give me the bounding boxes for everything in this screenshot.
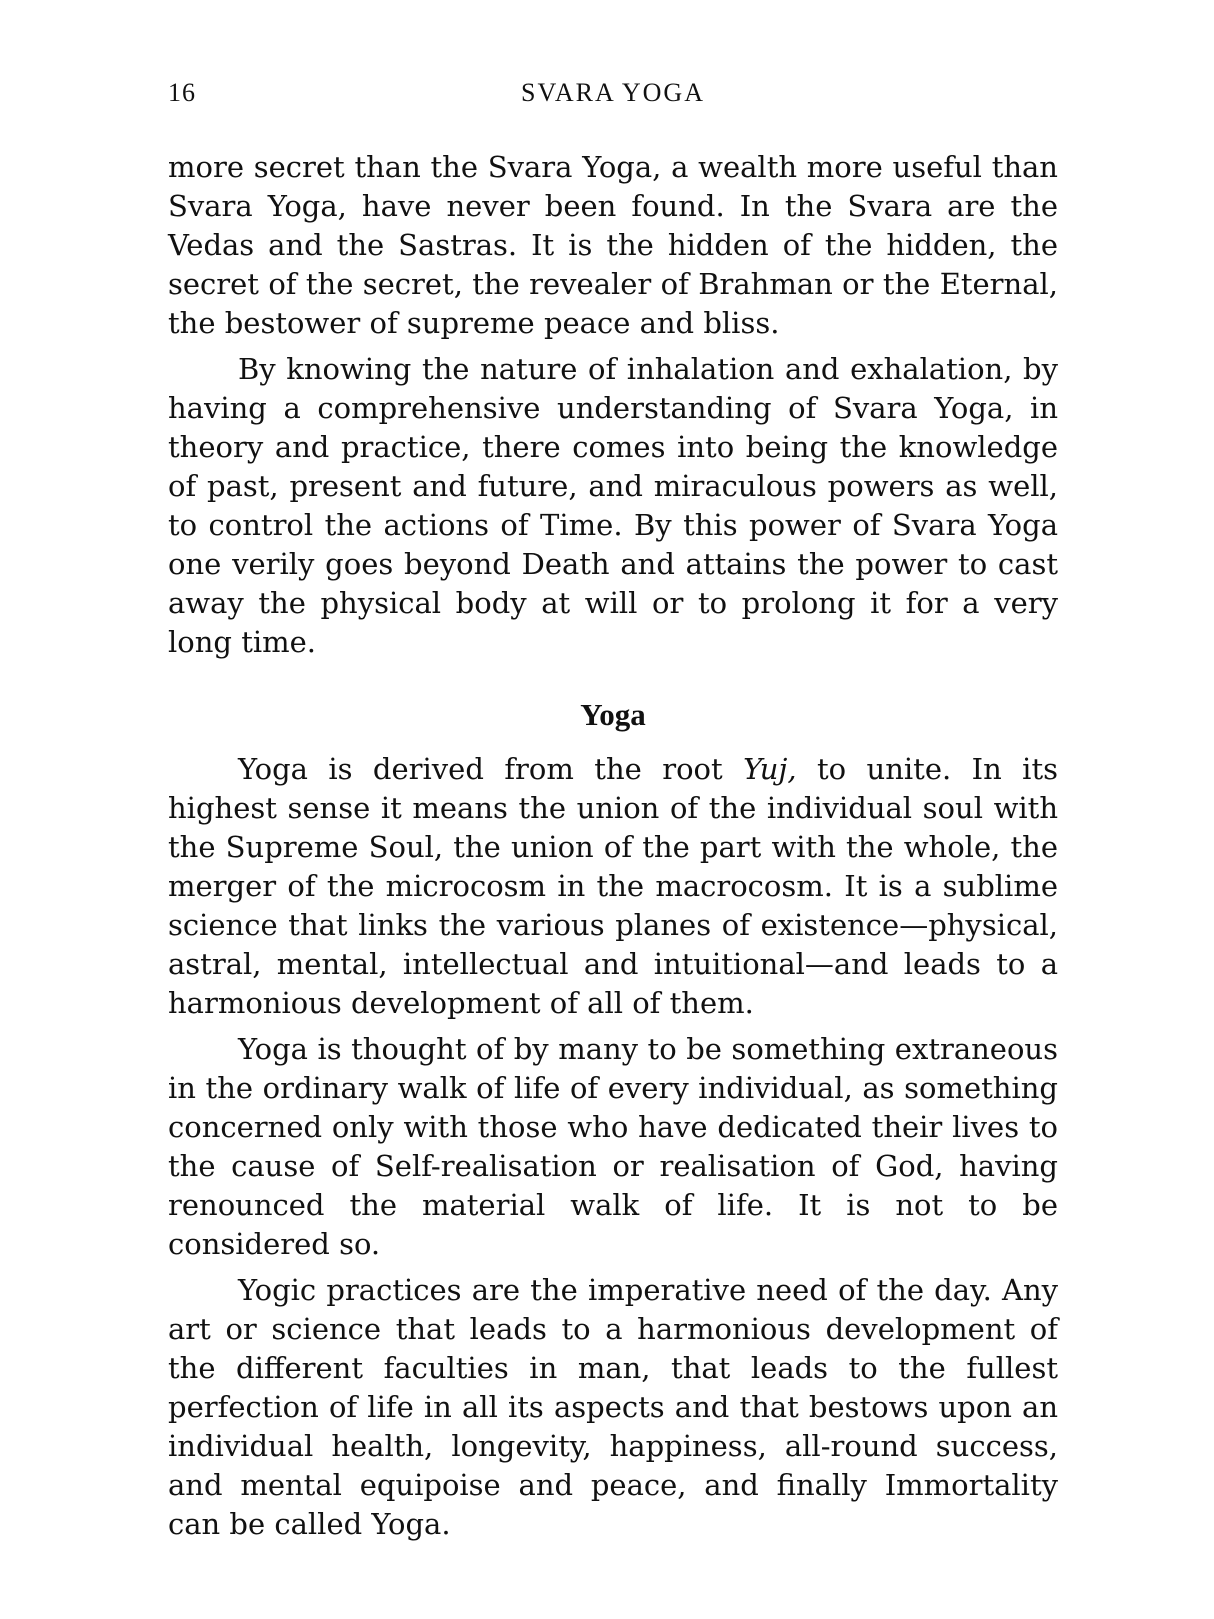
body-text [168, 148, 1058, 1544]
definition-text-end: to unite. In its highest sense it means the union of the individual soul with the Supreme Soul, the union of the part with the whole, the merger of the microcosm in the macrocosm. It is a sublime science that links the various planes of existence—physical, astral, mental, intellectual and intuitional—and leads to a harmonious development of all of them. [168, 752, 1058, 1020]
running-header [168, 70, 1058, 110]
definition-text-start: Yoga is derived from the root [238, 752, 744, 786]
paragraph-yogic-practices: Yogic practices are the imperative need of the day. Any art or science that leads to a harmonious development of the different faculties in man, that leads to the fullest perfection of life in all its aspects and that bestows upon an individual health, longevity, happiness, all-round success, and mental equipoise and peace, and finally Immortality can be called Yoga. [168, 1273, 1058, 1541]
paragraph-continued: more secret than the Svara Yoga, a wealth more useful than Svara Yoga, have never been found. In the Svara are the Vedas and the Sastras. It is the hidden of the hidden, the secret of the secret, the revealer of Brahman or the Eternal, the bestower of supreme peace and bliss. [168, 150, 1058, 340]
section-heading-yoga: Yoga [580, 697, 646, 732]
book-title: SVARA YOGA [521, 78, 705, 107]
paragraph-yoga-misconception: Yoga is thought of by many to be something extraneous in the ordinary walk of life of every individual, as something concerned only with those who have dedicated their lives to the cause of Self-realisation or realisation of God, having renounced the material walk of life. It is not to be considered so. [168, 1032, 1058, 1261]
sanskrit-root-word: Yuj, [743, 752, 797, 786]
book-page [168, 70, 1058, 1544]
paragraph-inhalation-exhalation: By knowing the nature of inhalation and exhalation, by having a comprehensive understanding of Svara Yoga, in theory and practice, there comes into being the knowledge of past, present and future, and miraculous powers as well, to control the actions of Time. By this power of Svara Yoga one verily goes beyond Death and attains the power to cast away the physical body at will or to prolong it for a very long time. [168, 352, 1058, 659]
paragraph-yoga-definition [168, 750, 1058, 1023]
page-number: 16 [168, 78, 196, 107]
